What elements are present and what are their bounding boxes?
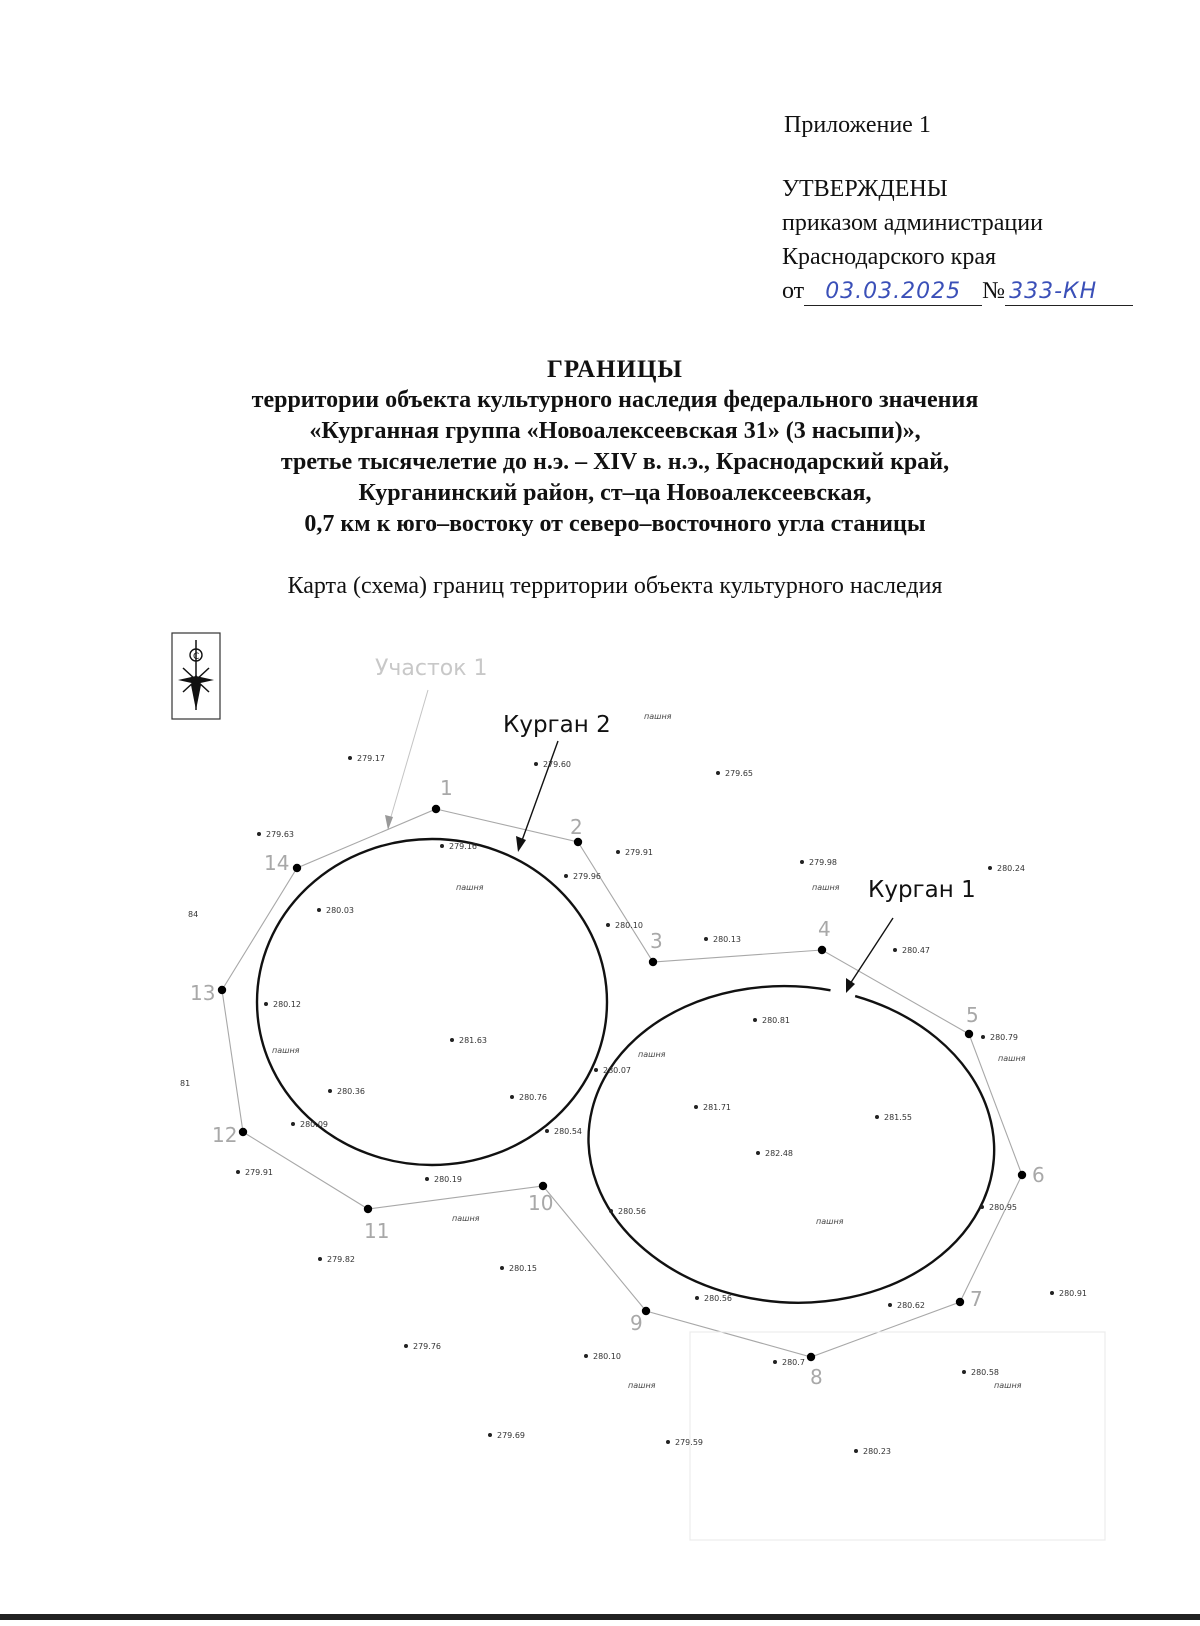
elevation-point [716, 771, 720, 775]
boundary-vertex [1018, 1171, 1026, 1179]
elevation-point [488, 1433, 492, 1437]
vertex-number-label: 4 [818, 917, 831, 941]
elevation-value: 281.63 [459, 1036, 487, 1045]
vertex-number-label: 5 [966, 1003, 979, 1027]
vertex-number-label: 2 [570, 815, 583, 839]
elevation-value: 281.55 [884, 1113, 912, 1122]
elevation-value: 279.60 [543, 760, 571, 769]
elevation-point [564, 874, 568, 878]
boundary-vertex [239, 1128, 247, 1136]
title-line-3: третье тысячелетие до н.э. – XIV в. н.э., Краснодарский край, [280, 449, 950, 475]
land-labels [272, 712, 1026, 1390]
vertex-number-label: 6 [1032, 1163, 1045, 1187]
vertex-number-label: 14 [264, 851, 290, 875]
elevation-value: 280.56 [618, 1207, 646, 1216]
elevation-value: 279.91 [245, 1168, 273, 1177]
elevation-point [317, 908, 321, 912]
elevation-point [980, 1205, 984, 1209]
title-line-1: территории объекта культурного наследия федерального значения [251, 387, 979, 413]
vertex-number-label: 1 [440, 776, 453, 800]
handwritten-number: 333-КН [1005, 279, 1133, 306]
vertex-number-label: 7 [970, 1287, 983, 1311]
boundary-vertex [218, 986, 226, 994]
elevation-point [616, 850, 620, 854]
elevation-point [318, 1257, 322, 1261]
elevation-value: 279.17 [357, 754, 385, 763]
compass-rose-icon [172, 633, 220, 719]
elevation-value: 280.7 [782, 1358, 805, 1367]
appendix-label: Приложение 1 [784, 112, 931, 138]
elevation-point [704, 937, 708, 941]
elevation-value: 279.76 [413, 1342, 441, 1351]
elevation-point [695, 1296, 699, 1300]
boundary-vertex [965, 1030, 973, 1038]
boundary-vertex [364, 1205, 372, 1213]
elevation-point [450, 1038, 454, 1042]
elevation-point [988, 866, 992, 870]
boundary-vertex [818, 946, 826, 954]
title-heading: ГРАНИЦЫ [547, 356, 683, 383]
elevation-point [609, 1209, 613, 1213]
elevation-point [773, 1360, 777, 1364]
elevation-value: 282.48 [765, 1149, 793, 1158]
elevation-value: 279.82 [327, 1255, 355, 1264]
elevation-point [694, 1105, 698, 1109]
vertex-number-label: 12 [212, 1123, 238, 1147]
elevation-point [545, 1129, 549, 1133]
elevation-point [888, 1303, 892, 1307]
elevation-point [666, 1440, 670, 1444]
elevation-point [594, 1068, 598, 1072]
elevation-point [584, 1354, 588, 1358]
elevation-point [893, 948, 897, 952]
elevation-value: 280.91 [1059, 1289, 1087, 1298]
land-use-label: пашня [994, 1381, 1022, 1390]
vertex-number-label: 3 [650, 929, 663, 953]
elevation-value: 279.91 [625, 848, 653, 857]
section-label: Участок 1 [375, 656, 488, 681]
elevation-value: 279.63 [266, 830, 294, 839]
elevation-point [500, 1266, 504, 1270]
land-use-label: пашня [452, 1214, 480, 1223]
elevation-point [981, 1035, 985, 1039]
elevation-value: 280.15 [509, 1264, 537, 1273]
elevation-point [264, 1002, 268, 1006]
land-use-label: пашня [456, 883, 484, 892]
boundary-vertex [642, 1307, 650, 1315]
elevation-value: 280.76 [519, 1093, 547, 1102]
approved-label: УТВЕРЖДЕНЫ [782, 176, 948, 202]
elevation-point [962, 1370, 966, 1374]
order-label: приказом администрации [782, 210, 1043, 236]
elevation-value: 280.47 [902, 946, 930, 955]
elevation-value: 280.79 [990, 1033, 1018, 1042]
elevation-point [348, 756, 352, 760]
elevation-value: 279.69 [497, 1431, 525, 1440]
elevation-point [854, 1449, 858, 1453]
elevation-point [440, 844, 444, 848]
elevation-value: 280.10 [615, 921, 643, 930]
elevation-point [800, 860, 804, 864]
land-use-label: пашня [628, 1381, 656, 1390]
elevation-value: 280.09 [300, 1120, 328, 1129]
elevation-value: 280.12 [273, 1000, 301, 1009]
elevation-value: 280.24 [997, 864, 1025, 873]
elevation-point [257, 832, 261, 836]
land-use-label: пашня [638, 1050, 666, 1059]
elevation-value: 280.13 [713, 935, 741, 944]
land-use-label: пашня [812, 883, 840, 892]
elevation-point [756, 1151, 760, 1155]
elevation-value: 280.56 [704, 1294, 732, 1303]
elevation-value: 280.19 [434, 1175, 462, 1184]
elevation-value: 280.54 [554, 1127, 582, 1136]
elevation-point [1050, 1291, 1054, 1295]
elevation-markers [236, 754, 1087, 1456]
vertex-number-label: 13 [190, 981, 216, 1005]
number-label: № [982, 278, 1006, 304]
vertex-number-label: 10 [528, 1191, 554, 1215]
elevation-value: 280.95 [989, 1203, 1017, 1212]
stamp-ghost [690, 1332, 1105, 1540]
boundary-vertex [293, 864, 301, 872]
boundary-vertices [190, 776, 1045, 1389]
title-line-5: 0,7 км к юго–востоку от северо–восточного угла станицы [304, 511, 926, 537]
region-label: Краснодарского края [782, 244, 997, 270]
land-use-label: пашня [816, 1217, 844, 1226]
map-caption: Карта (схема) границ территории объекта культурного наследия [287, 573, 943, 599]
elevation-point [328, 1089, 332, 1093]
elevation-point [425, 1177, 429, 1181]
elevation-point [875, 1115, 879, 1119]
boundary-vertex [807, 1353, 815, 1361]
elevation-value: 279.65 [725, 769, 753, 778]
land-use-label: пашня [644, 712, 672, 721]
mound-1-label: Курган 1 [868, 877, 976, 903]
elevation-point [510, 1095, 514, 1099]
boundary-vertex [539, 1182, 547, 1190]
elevation-point [404, 1344, 408, 1348]
elevation-value: 280.07 [603, 1066, 631, 1075]
elevation-value: 279.96 [573, 872, 601, 881]
elevation-point [606, 923, 610, 927]
elevation-value: 279.16 [449, 842, 477, 851]
compass-letter: С [193, 652, 200, 662]
vertex-number-label: 9 [630, 1311, 643, 1335]
elevation-point [753, 1018, 757, 1022]
elevation-value: 280.62 [897, 1301, 925, 1310]
vertex-number-label: 11 [364, 1219, 390, 1243]
elevation-value: 280.03 [326, 906, 354, 915]
scan-edge [0, 1614, 1200, 1620]
edge-mark-lower: 81 [180, 1079, 191, 1088]
vertex-number-label: 8 [810, 1365, 823, 1389]
boundary-vertex [574, 838, 582, 846]
handwritten-date: 03.03.2025 [804, 279, 982, 306]
from-label: от [782, 278, 805, 304]
land-use-label: пашня [272, 1046, 300, 1055]
elevation-point [236, 1170, 240, 1174]
boundary-vertex [432, 805, 440, 813]
title-line-4: Курганинский район, ст–ца Новоалексеевская, [358, 480, 872, 506]
elevation-value: 281.71 [703, 1103, 731, 1112]
elevation-value: 280.58 [971, 1368, 999, 1377]
title-line-2: «Курганная группа «Новоалексеевская 31» (3 насыпи)», [309, 418, 921, 444]
elevation-value: 280.36 [337, 1087, 365, 1096]
elevation-point [534, 762, 538, 766]
elevation-value: 279.98 [809, 858, 837, 867]
elevation-value: 280.23 [863, 1447, 891, 1456]
elevation-value: 280.81 [762, 1016, 790, 1025]
mound-2-outline [257, 839, 607, 1165]
edge-mark-upper: 84 [188, 910, 199, 919]
mound-1-outline [578, 973, 1005, 1317]
elevation-point [291, 1122, 295, 1126]
elevation-value: 280.10 [593, 1352, 621, 1361]
boundary-vertex [956, 1298, 964, 1306]
elevation-value: 279.59 [675, 1438, 703, 1447]
mound-2-label: Курган 2 [503, 712, 611, 738]
land-use-label: пашня [998, 1054, 1026, 1063]
boundary-vertex [649, 958, 657, 966]
